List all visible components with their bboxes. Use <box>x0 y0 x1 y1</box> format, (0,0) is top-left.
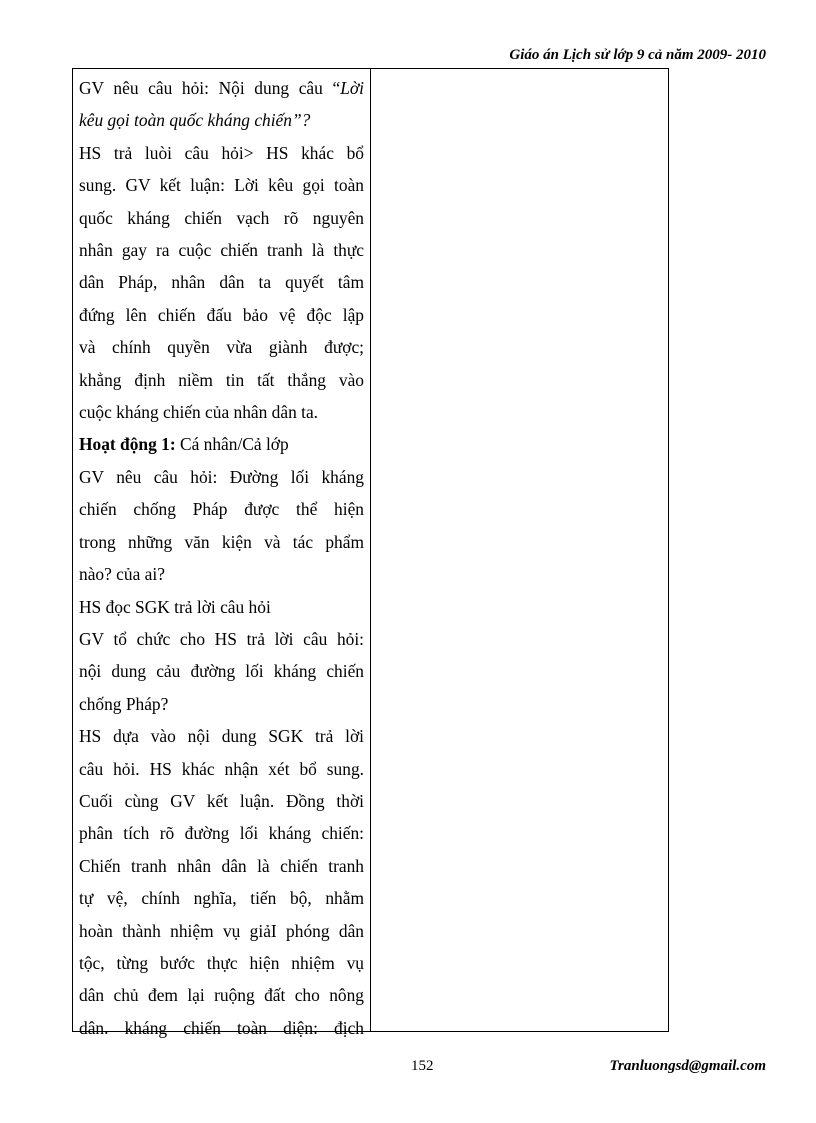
lesson-table <box>72 68 669 1038</box>
text-line <box>79 947 364 979</box>
text-line <box>79 882 364 914</box>
text-line <box>79 104 364 136</box>
text-line <box>79 169 364 201</box>
text-segment: và chính quyền vừa giành được; <box>79 337 364 358</box>
activities-column <box>73 69 371 1038</box>
text-segment: Cá nhân/Cả lớp <box>175 434 289 455</box>
content-column <box>371 69 668 1031</box>
text-line <box>79 266 364 298</box>
text-segment: cuộc kháng chiến của nhân dân ta. <box>79 402 319 423</box>
text-segment: câu hỏi. HS khác nhận xét bổ sung. <box>79 758 364 779</box>
text-segment: quốc kháng chiến vạch rõ nguyên <box>79 207 364 228</box>
text-line <box>79 428 364 460</box>
text-line <box>79 364 364 396</box>
text-line <box>79 396 364 428</box>
text-segment: phân tích rõ đường lối kháng chiến: <box>79 823 364 844</box>
text-line <box>79 655 364 687</box>
text-segment: GV tổ chức cho HS trả lời câu hỏi: <box>79 628 364 649</box>
text-line <box>79 202 364 234</box>
text-line <box>79 591 364 623</box>
text-segment: Cuối cùng GV kết luận. Đồng thời <box>79 790 364 811</box>
text-line <box>79 234 364 266</box>
text-line <box>79 817 364 849</box>
text-segment: dân. kháng chiến toàn diện: địch <box>79 1017 364 1038</box>
text-segment: trong những văn kiện và tác phẩm <box>79 531 364 552</box>
text-segment: nội dung cảu đường lối kháng chiến <box>79 661 364 682</box>
text-line <box>79 1012 364 1044</box>
text-segment: kêu gọi toàn quốc kháng chiến”? <box>79 110 311 131</box>
text-segment: GV nêu câu hỏi: Nội dung câu “ <box>79 78 341 98</box>
text-line <box>79 461 364 493</box>
page-number: 152 <box>411 1058 434 1074</box>
text-line <box>79 493 364 525</box>
text-line <box>79 299 364 331</box>
text-segment: chống Pháp? <box>79 693 169 714</box>
text-line <box>79 850 364 882</box>
text-segment: sung. GV kết luận: Lời kêu gọi toàn <box>79 175 364 196</box>
text-segment: HS trả luòi câu hỏi> HS khác bổ <box>79 142 364 163</box>
text-line <box>79 688 364 720</box>
text-segment: dân Pháp, nhân dân ta quyết tâm <box>79 272 364 293</box>
text-segment: Lời <box>340 78 364 98</box>
text-line <box>79 137 364 169</box>
text-line <box>79 558 364 590</box>
text-segment: Chiến tranh nhân dân là chiến tranh <box>79 855 364 876</box>
text-segment: tộc, từng bước thực hiện nhiệm vụ <box>79 952 364 973</box>
text-segment: nhân gay ra cuộc chiến tranh là thực <box>79 240 364 261</box>
text-segment: đứng lên chiến đấu bảo vệ độc lập <box>79 304 364 325</box>
text-line <box>79 526 364 558</box>
text-line <box>79 785 364 817</box>
activity-heading: Hoạt động 1: <box>79 434 176 455</box>
text-segment: nào? của ai? <box>79 564 165 585</box>
text-segment: HS đọc SGK trả lời câu hỏi <box>79 596 271 617</box>
text-line <box>79 623 364 655</box>
footer-email: Tranluongsd@gmail.com <box>609 1058 766 1074</box>
text-segment: HS dựa vào nội dung SGK trả lời <box>79 726 364 747</box>
text-line <box>79 915 364 947</box>
text-segment: khẳng định niềm tin tất thắng vào <box>79 369 364 390</box>
text-line <box>79 753 364 785</box>
text-segment: chiến chống Pháp được thể hiện <box>79 499 364 520</box>
text-line <box>79 331 364 363</box>
text-segment: GV nêu câu hỏi: Đường lối kháng <box>79 466 364 487</box>
text-segment: tự vệ, chính nghĩa, tiến bộ, nhằm <box>79 888 364 909</box>
text-segment: dân chủ đem lại ruộng đất cho nông <box>79 985 364 1006</box>
text-line <box>79 72 364 104</box>
page-header: Giáo án Lịch sử lớp 9 cả năm 2009- 2010 <box>509 47 766 63</box>
text-line <box>79 720 364 752</box>
text-segment: hoàn thành nhiệm vụ giảI phóng dân <box>79 920 364 941</box>
text-line <box>79 979 364 1011</box>
